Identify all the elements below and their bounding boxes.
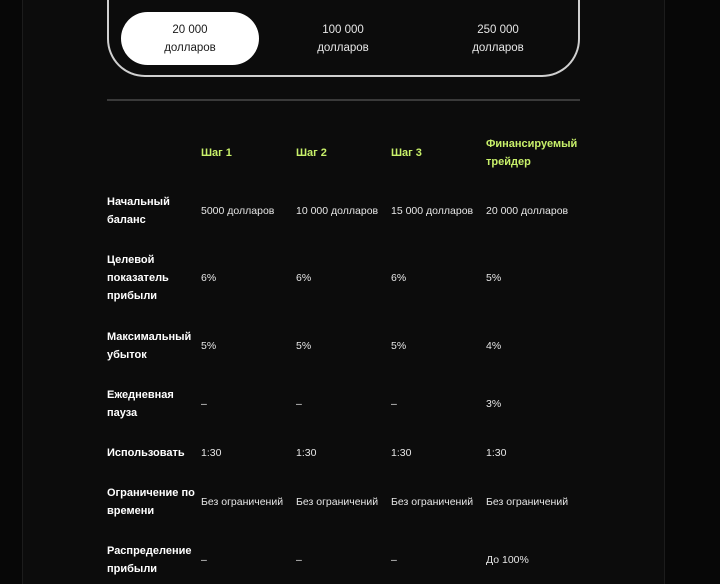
cell-value: 5% — [201, 340, 217, 352]
cell-value: 1:30 — [391, 447, 412, 459]
account-size-option-20000[interactable] — [121, 12, 259, 65]
cell-value: Без ограничений — [391, 496, 474, 508]
cell-value: 1:30 — [201, 447, 222, 459]
cell-value: До 100% — [486, 554, 529, 566]
cell-value: – — [201, 554, 207, 566]
table-row — [107, 193, 587, 229]
cell-value: 6% — [201, 272, 217, 284]
cell-value: – — [391, 398, 397, 410]
row-label: Распределение прибыли — [107, 545, 192, 575]
option-unit: долларов — [472, 41, 524, 54]
cell-value: 5000 долларов — [201, 205, 275, 217]
cell-value: – — [391, 554, 397, 566]
cell-value: 10 000 долларов — [296, 205, 379, 217]
header-step-1: Шаг 1 — [201, 147, 232, 159]
cell-value: 20 000 долларов — [486, 205, 569, 217]
cell-value: 4% — [486, 340, 502, 352]
cell-value: – — [296, 398, 302, 410]
table-row — [107, 386, 587, 422]
header-funded-trader: Финансируемый трейдер — [486, 138, 578, 168]
cell-value: 5% — [296, 340, 312, 352]
cell-value: 5% — [486, 272, 502, 284]
cell-value: 3% — [486, 398, 502, 410]
cell-value: – — [296, 554, 302, 566]
row-label: Ежедневная пауза — [107, 389, 174, 419]
cell-value: Без ограничений — [486, 496, 569, 508]
table-header-row — [107, 135, 587, 171]
option-amount: 100 000 — [322, 23, 364, 36]
table-row — [107, 328, 587, 364]
account-size-option-100000[interactable] — [274, 12, 412, 65]
table-row — [107, 251, 587, 305]
option-amount: 20 000 — [172, 23, 208, 36]
cell-value: 6% — [391, 272, 407, 284]
table-row — [107, 444, 587, 462]
row-label: Целевой показатель прибыли — [107, 254, 169, 302]
cell-value: 15 000 долларов — [391, 205, 474, 217]
cell-value: Без ограничений — [201, 496, 284, 508]
account-size-toggle — [107, 0, 580, 77]
account-size-option-250000[interactable] — [429, 12, 567, 65]
option-unit: долларов — [317, 41, 369, 54]
header-step-3: Шаг 3 — [391, 147, 422, 159]
row-label: Начальный баланс — [107, 196, 170, 226]
option-amount: 250 000 — [477, 23, 519, 36]
table-row — [107, 484, 587, 520]
row-label: Ограничение по времени — [107, 487, 195, 517]
table-row — [107, 542, 587, 578]
row-label: Использовать — [107, 447, 185, 459]
cell-value: 1:30 — [486, 447, 507, 459]
cell-value: 1:30 — [296, 447, 317, 459]
section-divider — [107, 99, 580, 101]
cell-value: 6% — [296, 272, 312, 284]
cell-value: – — [201, 398, 207, 410]
option-unit: долларов — [164, 41, 216, 54]
cell-value: 5% — [391, 340, 407, 352]
conditions-table — [107, 135, 587, 578]
row-label: Максимальный убыток — [107, 331, 192, 361]
header-step-2: Шаг 2 — [296, 147, 327, 159]
cell-value: Без ограничений — [296, 496, 379, 508]
